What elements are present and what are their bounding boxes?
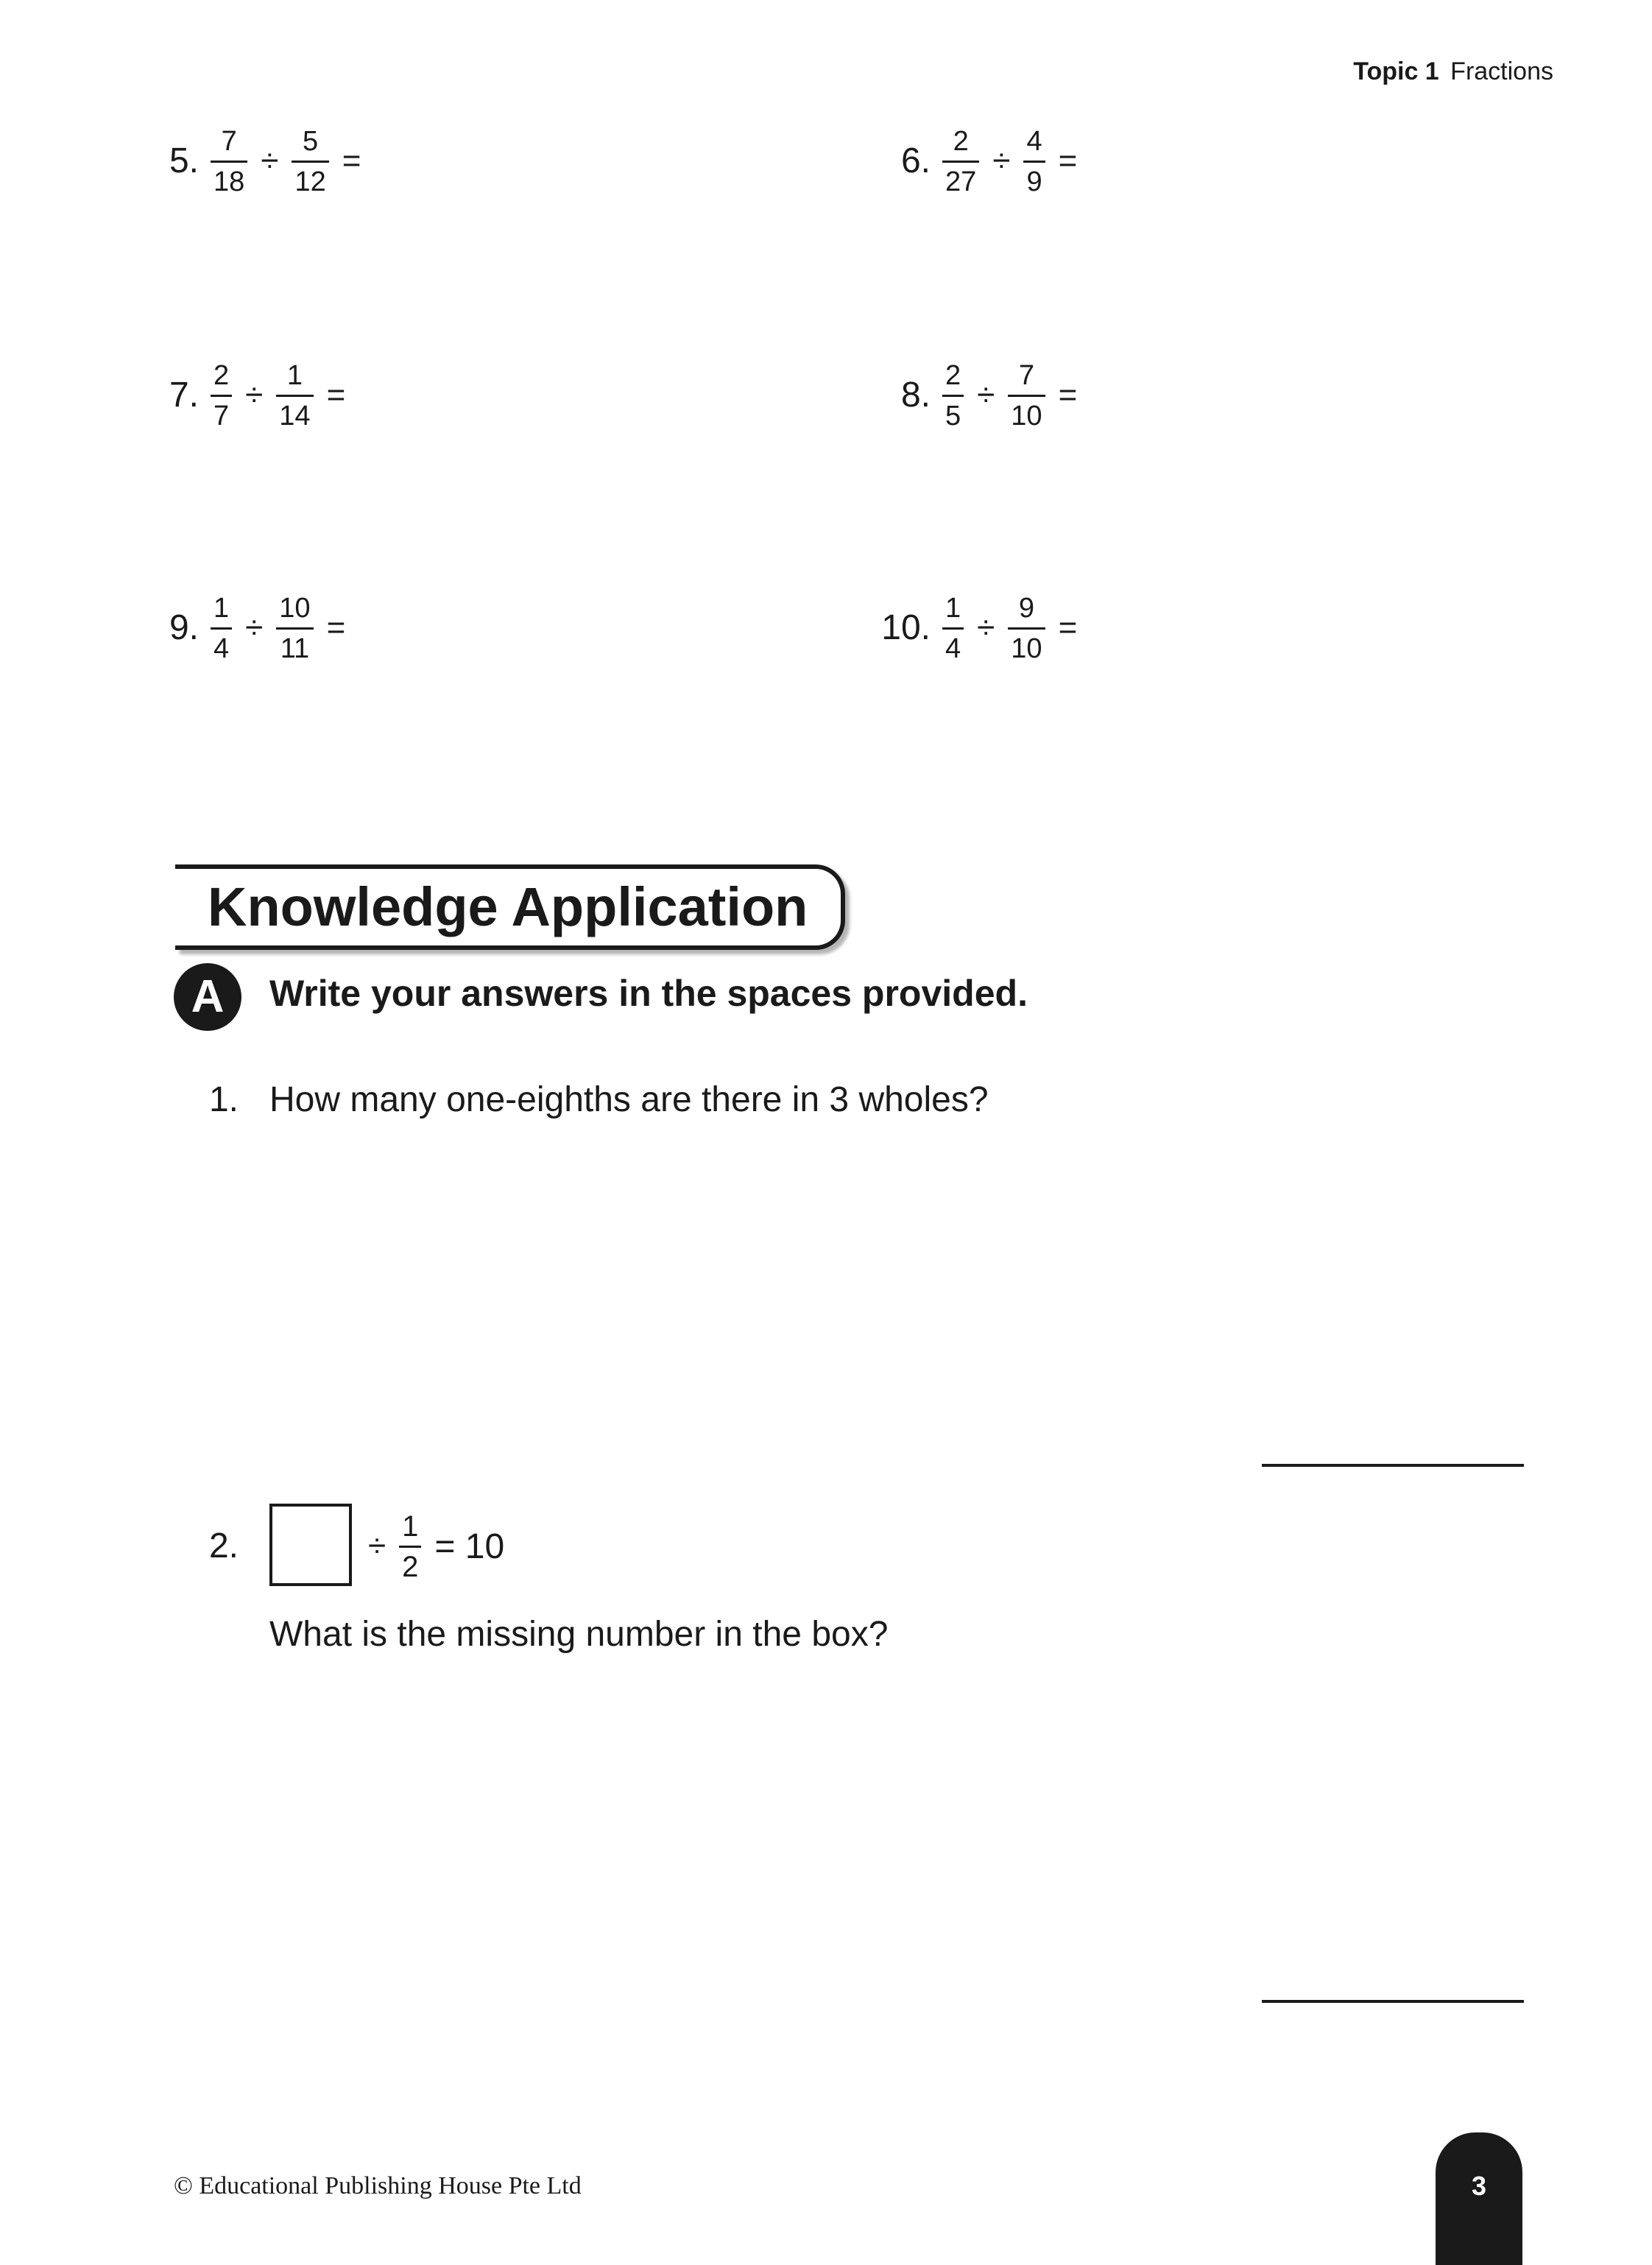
divisor-fraction (1008, 592, 1045, 665)
denominator: 2 (402, 1550, 419, 1583)
equals-sign: = (326, 377, 346, 413)
divisor-fraction (276, 359, 313, 432)
numerator: 7 (221, 125, 237, 157)
division-expression (942, 588, 1090, 669)
divisor-fraction (399, 1510, 421, 1583)
divisor-fraction (1023, 125, 1045, 198)
numerator: 9 (1018, 592, 1034, 624)
numerator: 1 (945, 592, 961, 624)
section-title: Knowledge Application (208, 876, 808, 937)
missing-number-box[interactable] (269, 1504, 352, 1586)
problem-number: 6. (900, 141, 931, 180)
section-badge: A (174, 963, 241, 1031)
page-number-tab (1436, 2132, 1522, 2265)
division-expression (211, 355, 359, 436)
numerator: 2 (953, 125, 969, 157)
fraction-bar (211, 627, 232, 630)
numerator: 2 (945, 359, 961, 391)
fraction-bar (292, 161, 328, 163)
numerator: 4 (1026, 125, 1042, 157)
denominator: 27 (945, 166, 977, 197)
topic-header (1353, 57, 1553, 86)
denominator: 18 (213, 166, 245, 197)
denominator: 5 (945, 400, 961, 431)
denominator: 9 (1026, 166, 1042, 197)
numerator: 7 (1018, 359, 1034, 391)
fraction-bar (1023, 161, 1045, 163)
divide-sign: ÷ (261, 143, 279, 179)
answer-line[interactable] (1262, 1464, 1524, 1467)
divisor-fraction (1008, 359, 1045, 432)
equation (355, 1504, 504, 1589)
equals-sign: = (1058, 610, 1078, 646)
division-expression (211, 588, 359, 669)
divide-sign: ÷ (977, 610, 995, 646)
divide-sign: ÷ (992, 143, 1011, 179)
answer-line[interactable] (1262, 2000, 1524, 2003)
fraction-bar (211, 395, 232, 397)
denominator: 10 (1011, 633, 1042, 664)
dividend-fraction (942, 592, 964, 665)
divisor-fraction (292, 125, 328, 198)
fraction-bar (1008, 395, 1045, 397)
equals-sign: = (342, 143, 361, 179)
question-number: 1. (208, 1080, 239, 1119)
copyright-footer: © Educational Publishing House Pte Ltd (174, 2172, 582, 2199)
question-text: What is the missing number in the box? (269, 1615, 889, 1654)
denominator: 14 (279, 400, 311, 431)
divide-sign: ÷ (368, 1528, 386, 1564)
section-banner (175, 864, 845, 950)
equals-sign: = (1058, 143, 1078, 179)
fraction-bar (276, 395, 313, 397)
division-expression (211, 121, 374, 202)
problem-number: 9. (169, 608, 199, 647)
divisor-fraction (276, 592, 313, 665)
division-expression (942, 121, 1090, 202)
problem-number: 10. (881, 608, 931, 647)
divide-sign: ÷ (977, 377, 995, 413)
numerator: 1 (213, 592, 230, 624)
equals-sign: = (1058, 377, 1078, 413)
fraction-bar (942, 395, 964, 397)
equation-result: = 10 (434, 1526, 505, 1566)
fraction-bar (942, 161, 979, 163)
fraction-bar (399, 1546, 421, 1548)
topic-name: Fractions (1450, 57, 1553, 85)
instruction-text: Write your answers in the spaces provided. (269, 973, 1028, 1014)
problem-number: 8. (900, 376, 931, 415)
fraction-bar (942, 627, 964, 630)
question-text: How many one-eighths are there in 3 wholes? (269, 1080, 989, 1119)
problem-number: 7. (169, 376, 199, 415)
topic-label: Topic 1 (1353, 57, 1439, 85)
denominator: 11 (280, 633, 310, 664)
fraction-bar (211, 161, 247, 163)
numerator: 1 (286, 359, 303, 391)
numerator: 5 (303, 125, 319, 157)
denominator: 10 (1011, 400, 1042, 431)
denominator: 12 (294, 166, 326, 197)
denominator: 4 (945, 633, 961, 664)
page-number: 3 (1471, 2171, 1487, 2201)
divide-sign: ÷ (245, 377, 264, 413)
numerator: 2 (213, 359, 230, 391)
problem-number: 5. (169, 141, 199, 180)
fraction-bar (276, 627, 313, 630)
question-number: 2. (208, 1526, 239, 1565)
dividend-fraction (211, 592, 232, 665)
numerator: 1 (402, 1510, 419, 1543)
denominator: 7 (213, 400, 230, 431)
equals-sign: = (326, 610, 346, 646)
fraction-bar (1008, 627, 1045, 630)
dividend-fraction (942, 359, 964, 432)
numerator: 10 (279, 592, 311, 624)
denominator: 4 (213, 633, 230, 664)
divide-sign: ÷ (245, 610, 264, 646)
dividend-fraction (211, 125, 247, 198)
dividend-fraction (942, 125, 979, 198)
dividend-fraction (211, 359, 232, 432)
division-expression (942, 355, 1090, 436)
